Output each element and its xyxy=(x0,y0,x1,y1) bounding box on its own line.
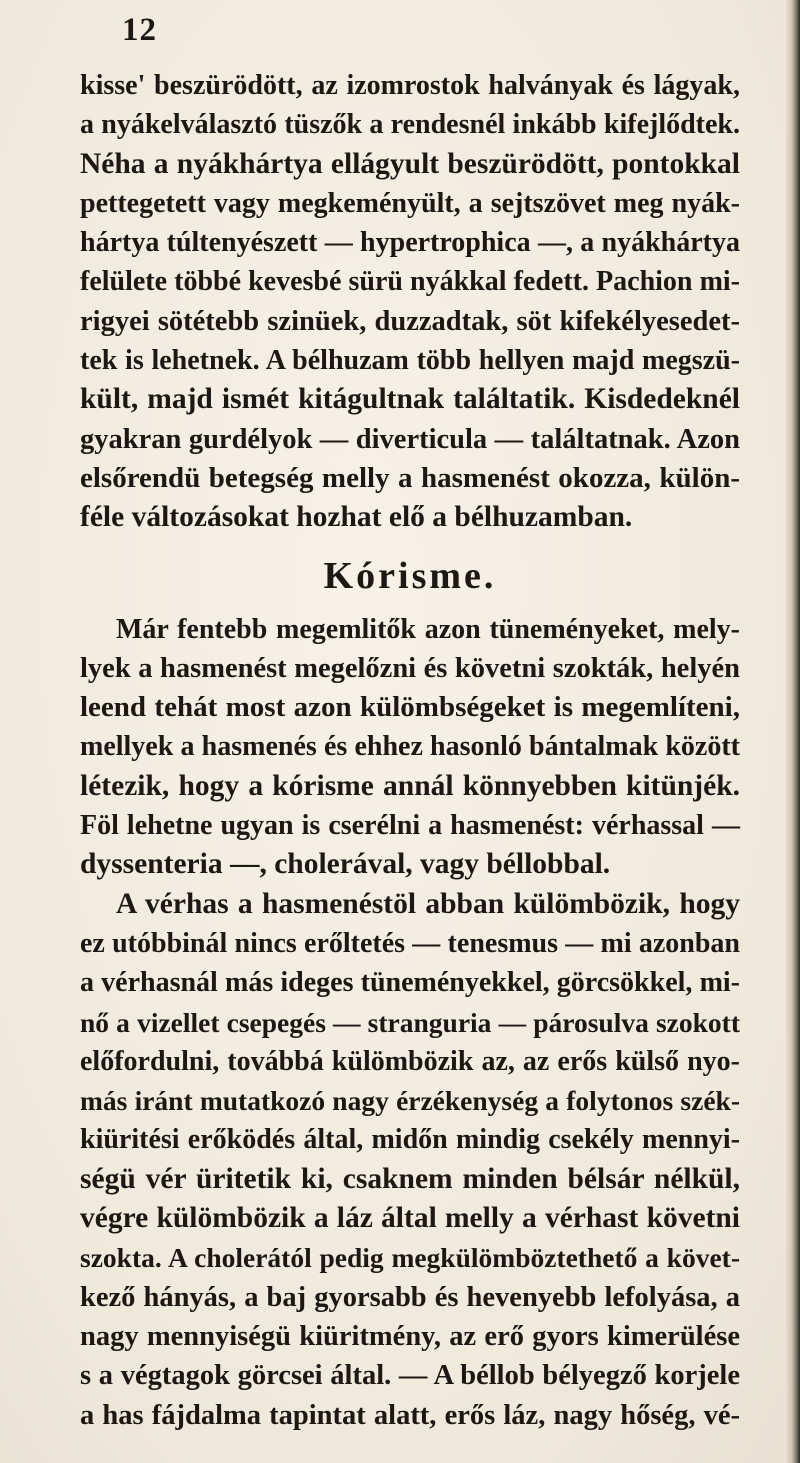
text-line: s a végtagok görcsei által. — A béllob bélyegző korjele xyxy=(80,1360,740,1392)
text-line: tek is lehetnek. A bélhuzam több hellyen majd megszü- xyxy=(80,345,740,377)
text-line: felülete többé kevesbé sürü nyákkal fedett. Pachion mi- xyxy=(80,266,740,298)
text-line: más iránt mutatkozó nagy érzékenység a folytonos szék- xyxy=(80,1085,740,1117)
text-line: nagy mennyiségü kiüritmény, az erő gyors kimerülése xyxy=(80,1320,740,1352)
text-line: szokta. A cholerától pedig megkülömböztethető a követ- xyxy=(80,1242,740,1274)
text-line: pettegetett vagy megkeményült, a sejtszövet meg nyák- xyxy=(80,187,740,219)
text-line: Föl lehetne ugyan is cserélni a hasmenést: vérhassal — xyxy=(80,810,740,842)
text-line: Néha a nyákhártya ellágyult beszürödött, pontokkal xyxy=(80,147,740,180)
page-binding-edge xyxy=(786,0,800,1463)
text-line: hártya túltenyészett — hypertrophica —, a nyákhártya xyxy=(80,227,740,259)
text-line: lyek a hasmenést megelőzni és követni szokták, helyén xyxy=(80,652,740,684)
text-line: előfordulni, továbbá külömbözik az, az erős külső nyo- xyxy=(80,1045,740,1077)
text-line: a vérhasnál más ideges tüneményekkel, görcsökkel, mi- xyxy=(80,967,740,999)
text-line: végre külömbözik a láz által melly a vérhast követni xyxy=(80,1202,740,1235)
page-number: 12 xyxy=(122,12,157,48)
text-line: Már fentebb megemlitők azon tüneményeket, mely- xyxy=(116,613,740,645)
text-line: kiüritési erőködés által, midőn mindig csekély mennyi- xyxy=(80,1124,740,1156)
text-line: nő a vizellet csepegés — stranguria — párosulva szokott xyxy=(80,1006,740,1038)
text-line: kező hányás, a baj gyorsabb és hevenyebb lefolyása, a xyxy=(80,1281,740,1313)
text-line: féle változásokat hozhat elő a bélhuzamban. xyxy=(80,501,633,534)
paragraph-1 xyxy=(80,66,740,538)
text-line: elsőrendü betegség melly a hasmenést okozza, külön- xyxy=(80,461,740,494)
text-line: kült, majd ismét kitágultnak találtatik. Kisdedeknél xyxy=(80,383,740,416)
text-line: ségü vér üritetik ki, csaknem minden bélsár nélkül, xyxy=(80,1162,740,1195)
text-line: rigyei sötétebb szinüek, duzzadtak, söt kifekélyesedet- xyxy=(80,305,740,337)
text-line: a has fájdalma tapintat alatt, erős láz, nagy hőség, vé- xyxy=(80,1399,740,1431)
paragraph-3 xyxy=(80,885,740,1435)
text-line: leend tehát most azon külömbségeket is megemlíteni, xyxy=(80,691,740,724)
text-line: mellyek a hasmenés és ehhez hasonló bántalmak között xyxy=(80,731,740,763)
text-line: A vérhas a hasmenéstöl abban külömbözik, hogy xyxy=(116,887,740,920)
text-line: ez utóbbinál nincs erőltetés — tenesmus — mi azonban xyxy=(80,927,740,959)
text-line: kisse' beszürödött, az izomrostok halványak és lágyak, xyxy=(80,70,740,101)
text-line: a nyákelválasztó tüszők a rendesnél inkább kifejlődtek. xyxy=(80,109,740,141)
text-line: dyssenteria —, cholerával, vagy béllobbal. xyxy=(80,848,611,881)
paragraph-2 xyxy=(80,610,740,885)
text-line: létezik, hogy a kórisme annál könnyebben kitünjék. xyxy=(80,769,740,802)
body-text xyxy=(80,66,740,1435)
section-heading: Kórisme. xyxy=(323,554,497,597)
text-line: gyakran gurdélyok — diverticula — találtatnak. Azon xyxy=(80,423,740,455)
